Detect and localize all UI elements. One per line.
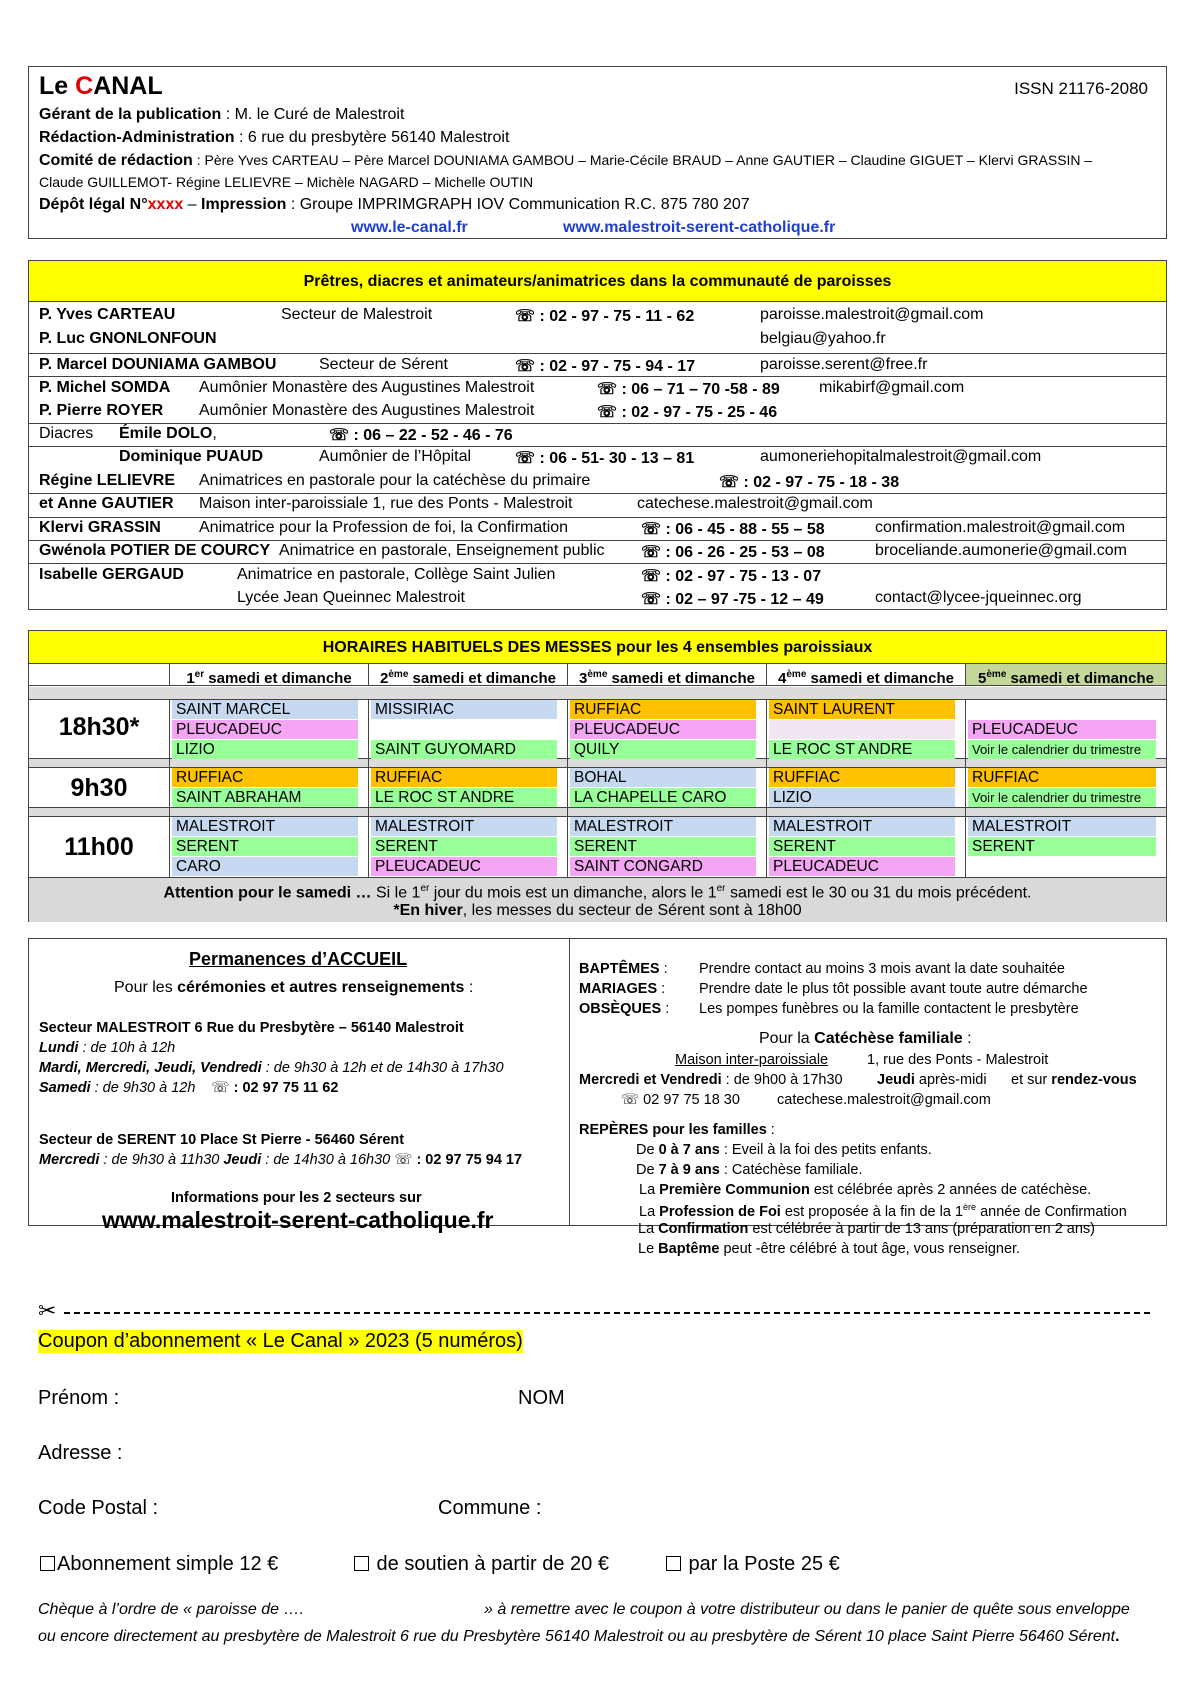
clergy-name: Émile DOLO, — [119, 425, 217, 442]
parish-cell: SAINT GUYOMARD — [371, 740, 557, 759]
option-simple[interactable]: Abonnement simple 12 € — [40, 1553, 278, 1576]
clergy-name: et Anne GAUTIER — [39, 495, 174, 512]
bapteme-line: BAPTÊMES : — [579, 961, 668, 977]
prenom-label: Prénom : — [38, 1387, 120, 1409]
hours-serent: Mercredi : de 9h30 à 11h30 Jeudi : de 14h30 à 16h30 ☏ : 02 97 75 94 17 — [39, 1152, 523, 1168]
sector-malestroit: Secteur MALESTROIT 6 Rue du Presbytère – 56140 Malestroit — [39, 1020, 464, 1036]
clergy-phone: ☏ : 06 - 26 - 25 - 53 – 08 — [641, 544, 825, 561]
parish-cell: SAINT MARCEL — [172, 700, 358, 719]
clergy-name: Klervi GRASSIN — [39, 519, 161, 536]
parish-cell: PLEUCADEUC — [968, 720, 1156, 739]
time-0930: 9h30 — [70, 774, 128, 802]
obseque-line: OBSÈQUES : — [579, 1001, 670, 1017]
column-header-1: 1er samedi et dimanche — [169, 664, 368, 686]
parish-cell: LIZIO — [769, 788, 955, 807]
parish-cell: MALESTROIT — [371, 817, 557, 836]
phone-icon: ☏ — [719, 474, 740, 491]
mariage-line: MARIAGES : — [579, 981, 666, 997]
repere-item: De 7 à 9 ans : Catéchèse familiale. — [636, 1162, 863, 1178]
sector-serent: Secteur de SERENT 10 Place St Pierre - 56460 Sérent — [39, 1132, 405, 1148]
redaction-line: Rédaction-Administration : 6 rue du presbytère 56140 Malestroit — [39, 129, 510, 146]
column-header-2: 2ème samedi et dimanche — [368, 664, 567, 686]
parish-cell: SERENT — [968, 837, 1156, 856]
parish-cell: SAINT CONGARD — [570, 857, 756, 876]
clergy-name: P. Marcel DOUNIAMA GAMBOU — [39, 356, 277, 373]
phone-icon: ☏ — [641, 591, 662, 608]
code-postal-label: Code Postal : — [38, 1497, 159, 1519]
parish-cell: SAINT LAURENT — [769, 700, 955, 719]
gerant-line: Gérant de la publication : M. le Curé de Malestroit — [39, 106, 405, 123]
clergy-phone: ☏ : 02 - 97 - 75 - 25 - 46 — [597, 404, 778, 421]
phone-icon: ☏ — [329, 427, 350, 444]
parish-cell: LIZIO — [172, 740, 358, 759]
clergy-role: Animatrices en pastorale pour la catéchèse du primaire — [199, 472, 591, 489]
parish-cell: BOHAL — [570, 768, 756, 787]
accueil-title: Permanences d’ACCUEIL — [189, 949, 408, 969]
checkbox-icon[interactable] — [40, 1556, 55, 1571]
parish-cell: LE ROC ST ANDRE — [371, 788, 557, 807]
catechese-rdv: et sur rendez-vous — [1011, 1072, 1137, 1088]
clergy-phone: ☏ : 06 – 71 – 70 -58 - 89 — [597, 381, 780, 398]
maison-inter: Maison inter-paroissiale — [675, 1052, 829, 1068]
clergy-role: Animatrice en pastorale, Collège Saint Julien — [237, 566, 556, 583]
repere-item: La Première Communion est célébrée après 2 années de catéchèse. — [639, 1182, 1092, 1198]
parish-cell: SERENT — [769, 837, 955, 856]
coupon-title: Coupon d’abonnement « Le Canal » 2023 (5 numéros) — [38, 1330, 523, 1352]
attention-note: Attention pour le samedi … Si le 1er jour du mois est un dimanche, alors le 1er samedi est le 30 ou 31 du mois précédent. *En hiver, les messes du secteur de Sérent sont à 18h00 — [29, 877, 1166, 922]
clergy-phone: ☏ : 02 - 97 - 75 - 18 - 38 — [719, 474, 900, 491]
mass-schedule — [28, 630, 1167, 922]
column-header-3: 3ème samedi et dimanche — [567, 664, 766, 686]
column-header-4: 4ème samedi et dimanche — [766, 664, 965, 686]
catechese-jeudi: Jeudi après-midi — [877, 1072, 987, 1088]
clergy-title: Prêtres, diacres et animateurs/animatrices dans la communauté de paroisses — [29, 261, 1166, 302]
time-1830: 18h30* — [58, 713, 140, 741]
clergy-role: Aumônier Monastère des Augustines Malestroit — [199, 402, 535, 419]
phone-icon: ☏ — [515, 308, 536, 325]
clergy-email[interactable]: contact@lycee-jqueinnec.org — [875, 589, 1082, 606]
deacons-label: Diacres — [39, 425, 94, 442]
adresse-label: Adresse : — [38, 1442, 123, 1464]
repere-item: Le Baptême peut -être célébré à tout âge, vous renseigner. — [638, 1241, 1021, 1257]
site-link[interactable]: www.malestroit-serent-catholique.fr — [102, 1207, 494, 1233]
clergy-email[interactable]: confirmation.malestroit@gmail.com — [875, 519, 1126, 536]
column-header-5: 5ème samedi et dimanche — [965, 664, 1166, 686]
clergy-role: Animatrice en pastorale, Enseignement public — [279, 542, 605, 559]
corner-cell — [29, 664, 169, 686]
issn: ISSN 21176-2080 — [1014, 79, 1148, 98]
clergy-email[interactable]: catechese.malestroit@gmail.com — [637, 495, 873, 512]
clergy-email[interactable]: mikabirf@gmail.com — [819, 379, 965, 396]
parish-cell: RUFFIAC — [172, 768, 358, 787]
parish-cell: MISSIRIAC — [371, 700, 557, 719]
reperes-title: REPÈRES pour les familles : — [579, 1122, 775, 1138]
maison-address: 1, rue des Ponts - Malestroit — [867, 1052, 1049, 1068]
clergy-role: Maison inter-paroissiale 1, rue des Ponts - Malestroit — [199, 495, 573, 512]
clergy-email[interactable]: aumoneriehopitalmalestroit@gmail.com — [760, 448, 1042, 465]
clergy-role: Secteur de Malestroit — [281, 306, 433, 323]
parish-cell: SERENT — [172, 837, 358, 856]
clergy-name: P. Michel SOMDA — [39, 379, 171, 396]
parish-cell: SAINT ABRAHAM — [172, 788, 358, 807]
comite-line: Comité de rédaction : Père Yves CARTEAU – Père Marcel DOUNIAMA GAMBOU – Marie-Cécile BRAUD – Anne GAUTIER – Claudine GIGUET – Klervi GRASSIN – — [39, 152, 1093, 169]
clergy-phone: ☏ : 06 - 51- 30 - 13 – 81 — [515, 450, 695, 467]
parish-cell: MALESTROIT — [968, 817, 1156, 836]
cheque-text-c: ou encore directement au presbytère de Malestroit 6 rue du Presbytère 56140 Malestroit ou au presbytère de Sérent 10 place Saint Pierre 56460 Sérent. — [38, 1628, 1120, 1645]
catechese-phone: ☏ 02 97 75 18 30 — [621, 1092, 740, 1108]
obseque-text: Les pompes funèbres ou la famille contactent le presbytère — [699, 1001, 1079, 1017]
catechese-hours: Mercredi et Vendredi : de 9h00 à 17h30 — [579, 1072, 843, 1088]
info-label: Informations pour les 2 secteurs sur — [171, 1190, 422, 1206]
clergy-directory — [28, 260, 1167, 610]
checkbox-icon[interactable] — [354, 1556, 369, 1571]
parish-cell: RUFFIAC — [371, 768, 557, 787]
clergy-name: P. Yves CARTEAU — [39, 306, 176, 323]
option-soutien[interactable]: de soutien à partir de 20 € — [354, 1553, 609, 1576]
mass-title: HORAIRES HABITUELS DES MESSES pour les 4 ensembles paroissiaux — [29, 631, 1166, 664]
clergy-name: Régine LELIEVRE — [39, 472, 176, 489]
clergy-name: Isabelle GERGAUD — [39, 566, 184, 583]
clergy-name: Gwénola POTIER DE COURCY — [39, 542, 271, 559]
clergy-phone: ☏ : 06 – 22 - 52 - 46 - 76 — [329, 427, 513, 444]
parish-cell: PLEUCADEUC — [769, 857, 955, 876]
phone-icon: ☏ — [211, 1080, 230, 1096]
time-1100: 11h00 — [64, 833, 134, 861]
parish-cell: RUFFIAC — [570, 700, 756, 719]
cheque-text-a: Chèque à l’ordre de « paroisse de …. — [38, 1601, 304, 1618]
clergy-role: Aumônier Monastère des Augustines Malestroit — [199, 379, 535, 396]
clergy-email[interactable]: belgiau@yahoo.fr — [760, 330, 886, 347]
clergy-name: Dominique PUAUD — [119, 448, 263, 465]
hours-lundi: Lundi : de 10h à 12h — [39, 1040, 176, 1056]
cut-line — [64, 1312, 1150, 1314]
comite-line-2: Claude GUILLEMOT- Régine LELIEVRE – Michèle NAGARD – Michelle OUTIN — [39, 174, 534, 190]
clergy-role: Animatrice pour la Profession de foi, la Confirmation — [199, 519, 569, 536]
option-poste[interactable]: par la Poste 25 € — [666, 1553, 840, 1576]
phone-icon: ☏ — [641, 544, 662, 561]
hours-weekdays: Mardi, Mercredi, Jeudi, Vendredi : de 9h30 à 12h et de 14h30 à 17h30 — [39, 1060, 504, 1076]
parish-cell: LE ROC ST ANDRE — [769, 740, 955, 759]
phone-icon: ☏ — [515, 450, 536, 467]
bapteme-text: Prendre contact au moins 3 mois avant la date souhaitée — [699, 961, 1065, 977]
phone-icon: ☏ — [641, 521, 662, 538]
parish-cell: QUILY — [570, 740, 756, 759]
parish-cell: PLEUCADEUC — [570, 720, 756, 739]
phone-icon: ☏ — [641, 568, 662, 585]
clergy-email[interactable]: paroisse.malestroit@gmail.com — [760, 306, 984, 323]
clergy-phone: ☏ : 02 - 97 - 75 - 94 - 17 — [515, 358, 696, 375]
masthead-title: Le CANAL — [39, 72, 163, 100]
phone-icon: ☏ — [621, 1092, 640, 1108]
phone-icon: ☏ — [394, 1152, 413, 1168]
parish-cell: MALESTROIT — [769, 817, 955, 836]
phone-icon: ☏ — [597, 404, 618, 421]
clergy-phone: ☏ : 06 - 45 - 88 - 55 – 58 — [641, 521, 825, 538]
publication-header — [28, 66, 1167, 239]
accueil-subtitle: Pour les cérémonies et autres renseignements : — [114, 979, 474, 996]
depot-line: Dépôt légal N°xxxx – Impression : Groupe IMPRIMGRAPH IOV Communication R.C. 875 780 207 — [39, 196, 750, 213]
link-malestroit-serent[interactable]: www.malestroit-serent-catholique.fr — [563, 219, 836, 236]
parish-cell: PLEUCADEUC — [371, 857, 557, 876]
phone-icon: ☏ — [597, 381, 618, 398]
phone-icon: ☏ — [515, 358, 536, 375]
repere-item: La Confirmation est célébrée à partir de 13 ans (préparation en 2 ans) — [638, 1221, 1095, 1237]
nom-label: NOM — [518, 1387, 565, 1409]
parish-cell — [769, 720, 955, 739]
scissors-icon: ✂ — [38, 1298, 57, 1323]
clergy-phone: ☏ : 02 – 97 -75 - 12 – 49 — [641, 591, 824, 608]
parish-cell: LA CHAPELLE CARO — [570, 788, 756, 807]
hours-samedi: Samedi : de 9h30 à 12h ☏ : 02 97 75 11 62 — [39, 1080, 339, 1096]
clergy-email[interactable]: broceliande.aumonerie@gmail.com — [875, 542, 1127, 559]
clergy-name: P. Luc GNONLONFOUN — [39, 330, 217, 347]
parish-cell: CARO — [172, 857, 358, 876]
catechese-title: Pour la Catéchèse familiale : — [759, 1030, 972, 1047]
parish-cell: RUFFIAC — [968, 768, 1156, 787]
clergy-role: Lycée Jean Queinnec Malestroit — [237, 589, 465, 606]
link-le-canal[interactable]: www.le-canal.fr — [351, 219, 468, 236]
clergy-name: P. Pierre ROYER — [39, 402, 164, 419]
checkbox-icon[interactable] — [666, 1556, 681, 1571]
parish-cell: RUFFIAC — [769, 768, 955, 787]
clergy-phone: ☏ : 02 - 97 - 75 - 13 - 07 — [641, 568, 822, 585]
parish-cell: MALESTROIT — [172, 817, 358, 836]
commune-label: Commune : — [438, 1497, 542, 1519]
clergy-role: Aumônier de l’Hôpital — [319, 448, 472, 465]
clergy-phone: ☏ : 02 - 97 - 75 - 11 - 62 — [515, 308, 695, 325]
parish-cell: PLEUCADEUC — [172, 720, 358, 739]
mariage-text: Prendre date le plus tôt possible avant toute autre démarche — [699, 981, 1088, 997]
cheque-text-b: » à remettre avec le coupon à votre distributeur ou dans le panier de quête sous enveloppe — [484, 1601, 1130, 1618]
parish-cell: MALESTROIT — [570, 817, 756, 836]
catechese-email[interactable]: catechese.malestroit@gmail.com — [777, 1092, 991, 1108]
clergy-role: Secteur de Sérent — [319, 356, 448, 373]
parish-cell: Voir le calendrier du trimestre — [968, 740, 1156, 759]
parish-cell: SERENT — [371, 837, 557, 856]
parish-cell: SERENT — [570, 837, 756, 856]
parish-cell: Voir le calendrier du trimestre — [968, 788, 1156, 807]
repere-item: La Profession de Foi est proposée à la fin de la 1ère année de Confirmation — [639, 1202, 1127, 1220]
clergy-email[interactable]: paroisse.serent@free.fr — [760, 356, 928, 373]
repere-item: De 0 à 7 ans : Eveil à la foi des petits enfants. — [636, 1142, 932, 1158]
